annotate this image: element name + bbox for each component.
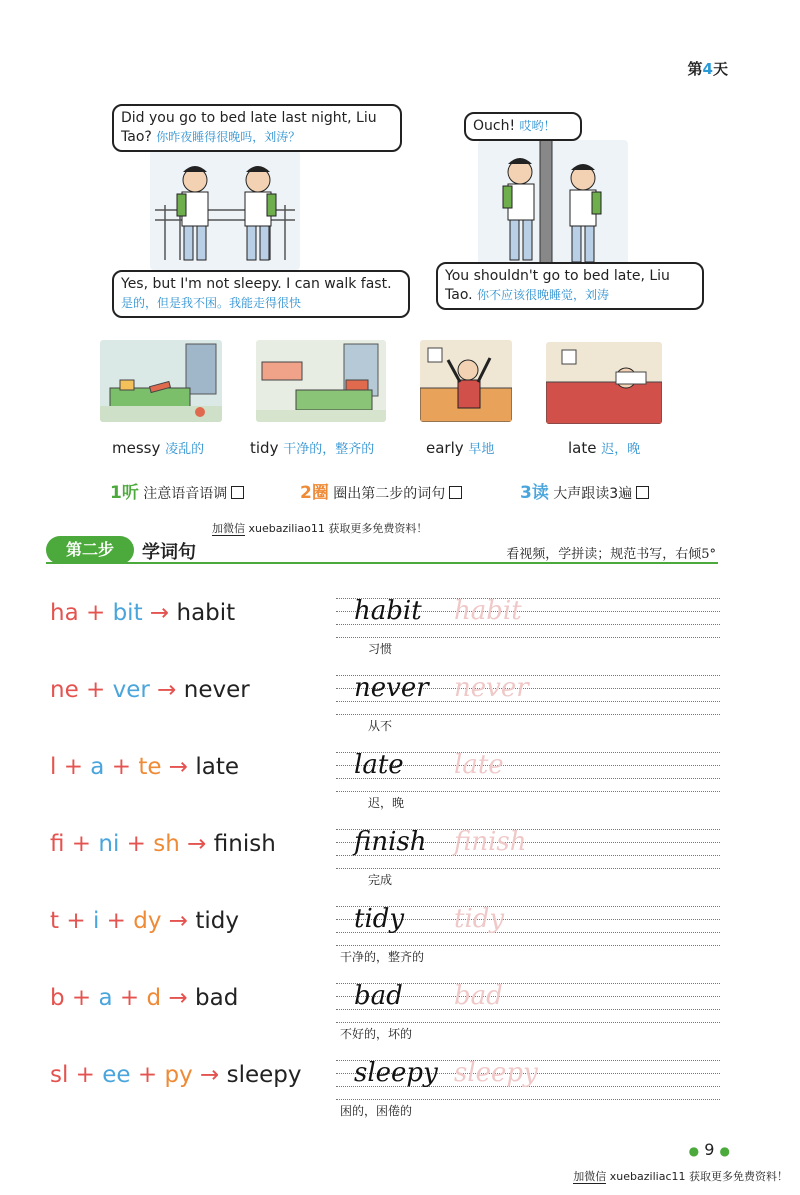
phonics-formula — [50, 1062, 302, 1088]
trace-word[interactable]: habit — [454, 596, 522, 626]
word-meaning: 迟，晚 — [368, 796, 405, 810]
cursive-word: late — [354, 750, 404, 780]
syllable: d — [146, 985, 162, 1011]
cursive-word: habit — [354, 596, 422, 626]
word: sleepy — [226, 1062, 302, 1088]
arrow-icon: → — [142, 600, 177, 626]
vocab-caption-tidy: tidy 干净的，整齐的 — [250, 439, 375, 457]
phonics-formula — [50, 754, 239, 780]
plus-sign: + — [78, 677, 113, 703]
plus-sign: + — [78, 600, 113, 626]
comic-scene-walking — [150, 150, 300, 270]
syllable: te — [138, 754, 162, 780]
syllable: dy — [133, 908, 162, 934]
section-badge: 第二步 — [46, 536, 134, 564]
word: tidy — [195, 908, 239, 934]
syllable: t — [50, 908, 60, 934]
vocab-caption-late: late 迟，晚 — [568, 439, 641, 457]
syllable: ver — [112, 677, 150, 703]
syllable: ha — [50, 600, 79, 626]
syllable: a — [98, 985, 113, 1011]
day-label: 第4天 — [687, 60, 728, 78]
word-meaning: 完成 — [368, 873, 393, 887]
vocab-caption-messy: messy 凌乱的 — [112, 439, 205, 457]
word-meaning: 习惯 — [368, 642, 393, 656]
early-wakeup-picture — [420, 340, 512, 422]
plus-sign: + — [64, 831, 99, 857]
syllable: fi — [50, 831, 65, 857]
arrow-icon: → — [179, 831, 214, 857]
cursive-word: bad — [354, 981, 403, 1011]
syllable: a — [90, 754, 105, 780]
watermark-top: 加微信 xuebaziliao11 获取更多免费资料！ — [212, 522, 428, 535]
task-listen: 1听 注意语音语调 — [110, 478, 244, 503]
arrow-icon: → — [192, 1062, 227, 1088]
phonics-formula — [50, 831, 276, 857]
word: habit — [176, 600, 236, 626]
plus-sign: + — [68, 1062, 103, 1088]
plus-sign: + — [130, 1062, 165, 1088]
trace-word[interactable]: never — [454, 673, 529, 703]
plus-sign: + — [99, 908, 134, 934]
tidy-room-picture — [256, 340, 386, 422]
phonics-formula — [50, 677, 250, 703]
arrow-icon: → — [161, 754, 196, 780]
arrow-icon: → — [161, 908, 196, 934]
syllable: ni — [98, 831, 120, 857]
arrow-icon: → — [149, 677, 184, 703]
word-meaning: 从不 — [368, 719, 393, 733]
section-instruction: 看视频，学拼读；规范书写，右倾5° — [506, 547, 716, 562]
cursive-word: never — [354, 673, 429, 703]
trace-word[interactable]: bad — [454, 981, 503, 1011]
late-sleeping-picture — [546, 342, 662, 424]
task-listen-checkbox[interactable] — [231, 486, 244, 499]
task-circle-checkbox[interactable] — [449, 486, 462, 499]
task-read: 3读 大声跟读3遍 — [520, 478, 649, 503]
syllable: ee — [102, 1062, 131, 1088]
task-circle: 2圈 圈出第二步的词句 — [300, 478, 462, 503]
syllable: bit — [112, 600, 143, 626]
trace-word[interactable]: late — [454, 750, 504, 780]
word-meaning: 困的，困倦的 — [340, 1104, 413, 1118]
word: late — [195, 754, 240, 780]
word: bad — [195, 985, 239, 1011]
plus-sign: + — [64, 985, 99, 1011]
speech-bubble-2: Ouch! 哎哟！ — [464, 112, 582, 141]
phonics-formula — [50, 908, 239, 934]
trace-word[interactable]: finish — [454, 827, 527, 857]
syllable: ne — [50, 677, 79, 703]
cursive-word: tidy — [354, 904, 405, 934]
word: finish — [213, 831, 276, 857]
plus-sign: + — [59, 908, 93, 934]
plus-sign: + — [56, 754, 91, 780]
syllable: sh — [153, 831, 180, 857]
watermark-bottom: 加微信 xuebaziliac11 获取更多免费资料！ — [573, 1170, 788, 1183]
phonics-formula — [50, 985, 238, 1011]
syllable: py — [164, 1062, 193, 1088]
trace-word[interactable]: sleepy — [454, 1058, 538, 1088]
speech-bubble-1: Did you go to bed late last night, Liu Tao? 你昨夜睡得很晚吗，刘涛？ — [112, 104, 402, 152]
comic-scene-bump — [478, 140, 628, 270]
trace-word[interactable]: tidy — [454, 904, 505, 934]
vocab-caption-early: early 早地 — [426, 439, 495, 457]
syllable: sl — [50, 1062, 69, 1088]
plus-sign: + — [112, 985, 147, 1011]
section-title: 学词句 — [142, 542, 196, 563]
word-meaning: 不好的，坏的 — [340, 1027, 413, 1041]
task-read-checkbox[interactable] — [636, 486, 649, 499]
cursive-word: sleepy — [354, 1058, 438, 1088]
syllable: i — [92, 908, 100, 934]
speech-bubble-4: You shouldn't go to bed late, Liu Tao. 你不应该很晚睡觉，刘涛 — [436, 262, 704, 310]
syllable: l — [50, 754, 57, 780]
phonics-formula — [50, 600, 235, 626]
word-meaning: 干净的，整齐的 — [340, 950, 425, 964]
plus-sign: + — [104, 754, 139, 780]
messy-room-picture — [100, 340, 222, 422]
arrow-icon: → — [161, 985, 196, 1011]
plus-sign: + — [119, 831, 154, 857]
word: never — [183, 677, 250, 703]
cursive-word: finish — [354, 827, 427, 857]
page-number: ● 9 ● — [688, 1140, 730, 1159]
syllable: b — [50, 985, 65, 1011]
speech-bubble-3: Yes, but I'm not sleepy. I can walk fast. 是的，但是我不困。我能走得很快 — [112, 270, 410, 318]
